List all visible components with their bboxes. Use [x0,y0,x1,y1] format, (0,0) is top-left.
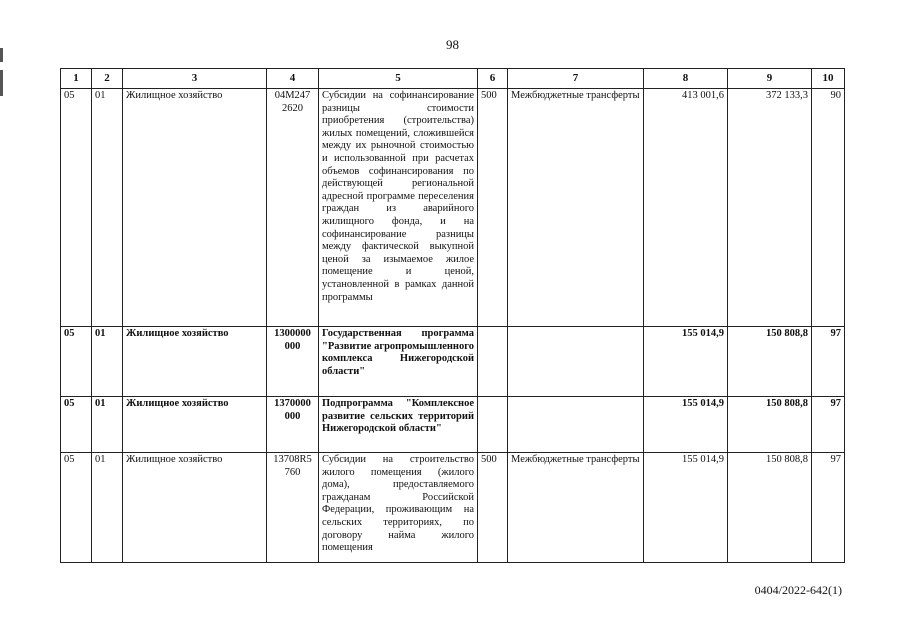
amount-plan-cell: 155 014,9 [644,327,728,397]
percent-cell: 97 [812,453,845,563]
expense-type-name-cell [508,327,644,397]
column-header: 4 [267,69,319,89]
column-header: 3 [123,69,267,89]
subsection-code-cell: 01 [92,327,123,397]
column-header: 9 [728,69,812,89]
column-header: 6 [478,69,508,89]
description-cell: Субсидии на строительство жилого помещения (жилого дома), предоставляемого гражданам Российской Федерации, проживающим на сельских территориях, по договору найма жилого помещения [319,453,478,563]
amount-actual-cell: 150 808,8 [728,327,812,397]
column-header: 10 [812,69,845,89]
column-header: 8 [644,69,728,89]
amount-plan-cell: 155 014,9 [644,397,728,453]
section-code-cell: 05 [61,453,92,563]
section-code-cell: 05 [61,89,92,327]
table-header-row [61,69,845,89]
table-row [61,89,845,327]
section-name-cell: Жилищное хозяйство [123,453,267,563]
column-header: 1 [61,69,92,89]
budget-table [60,68,845,563]
expense-type-name-cell: Межбюджетные трансферты [508,453,644,563]
percent-cell: 97 [812,397,845,453]
column-header: 2 [92,69,123,89]
target-article-cell: 13708R5 760 [267,453,319,563]
percent-cell: 90 [812,89,845,327]
subsection-code-cell: 01 [92,453,123,563]
subsection-code-cell: 01 [92,89,123,327]
expense-type-cell: 500 [478,89,508,327]
description-cell: Государственная программа "Развитие агропромышленного комплекса Нижегородской области" [319,327,478,397]
amount-actual-cell: 150 808,8 [728,453,812,563]
expense-type-name-cell [508,397,644,453]
expense-type-name-cell: Межбюджетные трансферты [508,89,644,327]
target-article-cell: 1370000 000 [267,397,319,453]
section-code-cell: 05 [61,397,92,453]
target-article-cell: 04М247 2620 [267,89,319,327]
amount-plan-cell: 155 014,9 [644,453,728,563]
column-header: 7 [508,69,644,89]
section-code-cell: 05 [61,327,92,397]
expense-type-cell [478,397,508,453]
amount-actual-cell: 150 808,8 [728,397,812,453]
subsection-code-cell: 01 [92,397,123,453]
description-cell: Субсидии на софинансирование разницы стоимости приобретения (строительства) жилых помещений, сложившейся между их рыночной стоимостью и использованной при расчетах объемов софинансирования по действующей региональной адресной программе переселения граждан из аварийного жилищного фонда, и на софинансирование разницы между фактической выкупной ценой за изымаемое жилое помещение и ценой, установленной в рамках данной программы [319,89,478,327]
section-name-cell: Жилищное хозяйство [123,327,267,397]
amount-plan-cell: 413 001,6 [644,89,728,327]
target-article-cell: 1300000 000 [267,327,319,397]
column-header: 5 [319,69,478,89]
table-row [61,397,845,453]
table-row [61,327,845,397]
expense-type-cell [478,327,508,397]
amount-actual-cell: 372 133,3 [728,89,812,327]
percent-cell: 97 [812,327,845,397]
scan-edge-mark [0,70,3,96]
page-number: 98 [446,37,459,52]
section-name-cell: Жилищное хозяйство [123,89,267,327]
section-name-cell: Жилищное хозяйство [123,397,267,453]
expense-type-cell: 500 [478,453,508,563]
table-row [61,453,845,563]
document-code: 0404/2022-642(1) [754,583,842,597]
description-cell: Подпрограмма "Комплексное развитие сельских территорий Нижегородской области" [319,397,478,453]
